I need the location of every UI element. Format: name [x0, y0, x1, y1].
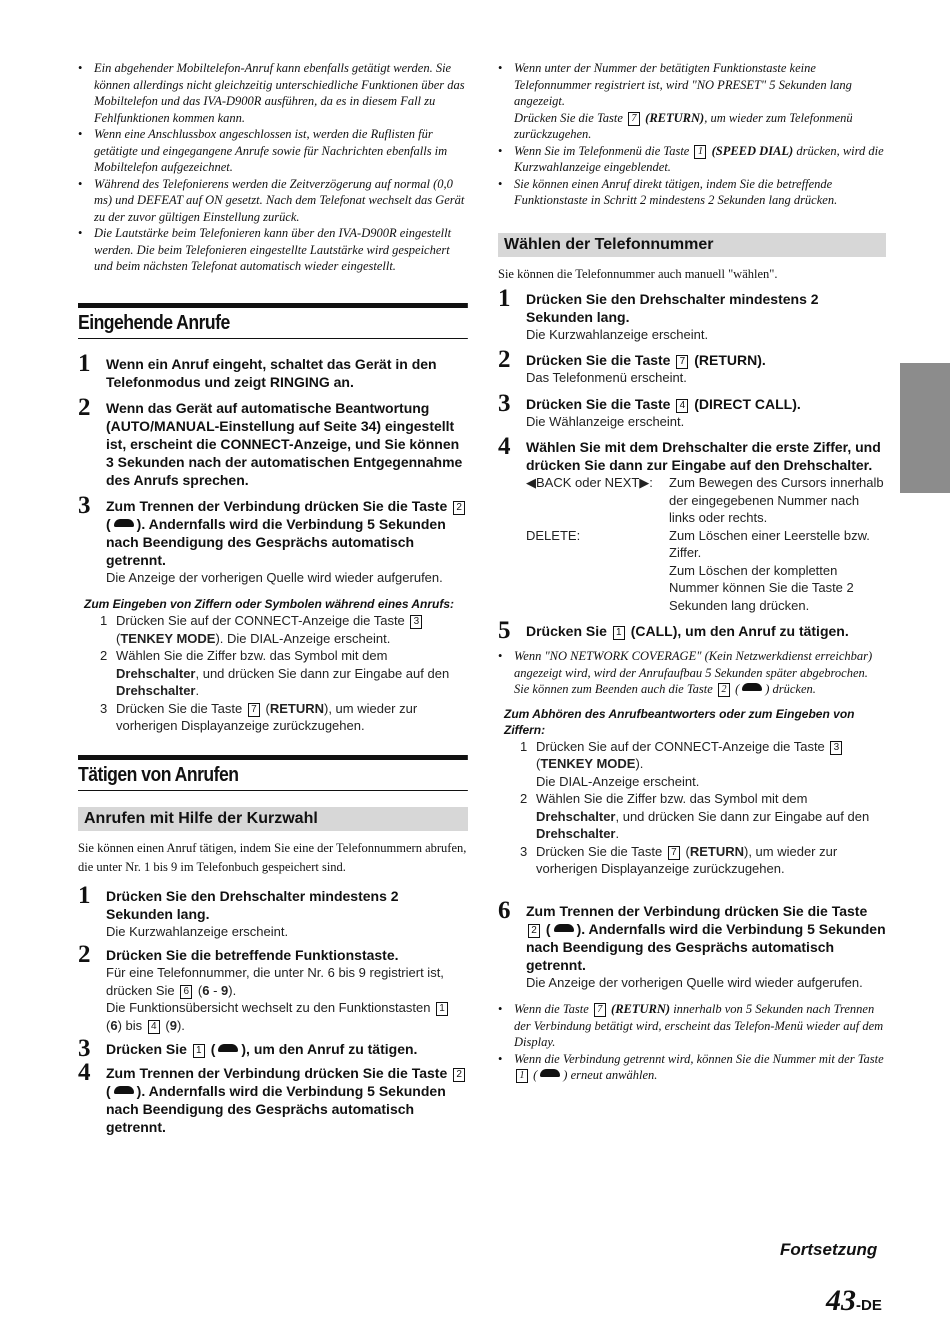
- step-description: Die Wählanzeige erscheint.: [526, 413, 685, 429]
- key-icon: 3: [830, 741, 842, 755]
- section-heading-calling: Tätigen von Anrufen: [78, 755, 468, 791]
- key-icon: 1: [613, 626, 625, 640]
- note-item-3: 3 Drücken Sie die Taste 7 (RETURN), um wieder zur vorherigen Displayanzeige zurückzugehen.: [520, 843, 838, 876]
- note-heading: Zum Eingeben von Ziffern oder Symbolen während eines Anrufs:: [84, 597, 455, 611]
- option-row: Zum Löschen der kompletten Nummer können Sie die Taste 2 Sekunden lang drücken.: [669, 562, 854, 613]
- bullet: • Wenn eine Anschlussbox angeschlossen ist, werden die Ruflisten für getätigte und eingegangene Anrufe sowie für Nachrichten ebenfalls im Mobiltelefon aufgezeichnet.: [78, 126, 468, 176]
- key-icon: 7: [676, 355, 688, 369]
- key-icon: 4: [148, 1020, 160, 1034]
- step-text: Drücken Sie 1 (CALL), um den Anruf zu tätigen.: [526, 623, 849, 639]
- step-number: 5: [498, 617, 511, 644]
- key-icon: 7: [248, 703, 260, 717]
- step-number: 1: [78, 881, 91, 909]
- bullet: • Wenn "NO NETWORK COVERAGE" (Kein Netzwerkdienst erreichbar) angezeigt wird, wird der Anrufaufbau 5 Sekunden später abgebrochen. Sie können zum Beenden auch die Taste 2 ( ) drücken.: [498, 648, 886, 698]
- step-text: Zum Trennen der Verbindung drücken Sie die Taste 2 ( ). Andernfalls wird die Verbindung 5 Sekunden nach Beendigung des Gesprächs automatisch getrennt.: [106, 497, 468, 569]
- bullet: • Wenn die Verbindung getrennt wird, können Sie die Nummer mit der Taste 1 ( ) erneut anwählen.: [498, 1051, 886, 1084]
- key-icon: 1: [516, 1069, 528, 1083]
- intro-text: Sie können einen Anruf tätigen, indem Sie eine der Telefonnummern abrufen, die unter Nr. 1 bis 9 im Telefonbuch gespeichert sind.: [78, 840, 467, 874]
- page-number: 43-DE: [826, 1284, 882, 1317]
- section-tab-marker: [900, 363, 950, 493]
- step-4: [78, 1059, 468, 1136]
- step-text: Zum Trennen der Verbindung drücken Sie die Taste 2 ( ). Andernfalls wird die Verbindung 5 Sekunden nach Beendigung des Gesprächs automatisch getrennt.: [106, 1064, 468, 1136]
- key-icon: 2: [718, 683, 730, 697]
- step-text: Drücken Sie die betreffende Funktionstaste.: [106, 947, 399, 963]
- step-text: Wenn ein Anruf eingeht, schaltet das Gerät in den Telefonmodus und zeigt RINGING an.: [106, 355, 437, 390]
- key-icon: 7: [668, 846, 680, 860]
- step-description: Das Telefonmenü erscheint.: [526, 370, 687, 385]
- step-description: Die Anzeige der vorherigen Quelle wird wieder aufgerufen.: [106, 569, 443, 585]
- bullet: • Wenn unter der Nummer der betätigten Funktionstaste keine Telefonnummer registriert ist, wird "NO PRESET" 5 Sekunden lang angezeigt. Drücken Sie die Taste 7 (RETURN), um wieder zum Telefonmenü zurückzugehen.: [498, 60, 886, 143]
- step-description: Die Anzeige der vorherigen Quelle wird wieder aufgerufen.: [526, 974, 863, 990]
- step-text: Zum Trennen der Verbindung drücken Sie die Taste 2 ( ). Andernfalls wird die Verbindung 5 Sekunden nach Beendigung des Gesprächs automatisch getrennt.: [526, 902, 886, 973]
- step-number: 3: [78, 1035, 91, 1062]
- step-text: Drücken Sie den Drehschalter mindestens 2 Sekunden lang.: [526, 290, 819, 325]
- key-icon: 1: [193, 1044, 205, 1058]
- note-item-2: 2 Wählen Sie die Ziffer bzw. das Symbol mit dem Drehschalter, und drücken Sie dann zur Eingabe auf den Drehschalter.: [520, 791, 870, 841]
- intro-text: Sie können die Telefonnummer auch manuell "wählen".: [498, 266, 778, 281]
- step-4: [498, 433, 886, 614]
- step-description: Für eine Telefonnummer, die unter Nr. 6 bis 9 registriert ist, drücken Sie 6 (6 - 9). Die Funktionsübersicht wechselt zu den Funktionstasten 1 (6) bis 4 (9).: [106, 964, 468, 1034]
- option-row: ◀BACK oder NEXT▶: Zum Bewegen des Cursors innerhalb der eingegebenen Nummer nach links oder rechts.: [526, 475, 884, 525]
- phone-hangup-icon: [114, 1086, 134, 1094]
- step-3: [498, 389, 886, 431]
- note-item-2: 2 Wählen Sie die Ziffer bzw. das Symbol mit dem Drehschalter, und drücken Sie dann zur Eingabe auf den Drehschalter.: [100, 648, 450, 698]
- key-icon: 1: [694, 145, 706, 159]
- step-description: Die Kurzwahlanzeige erscheint.: [106, 923, 289, 939]
- subheading-dial-number: Wählen der Telefonnummer: [498, 233, 886, 257]
- step-5: [498, 617, 886, 644]
- bullet: • Während des Telefonierens werden die Zeitverzögerung auf normal (0,0 ms) und DEFEAT auf ON gesetzt. Nach dem Telefonat wechselt das Gerät zu der zuvor gültigen Einstellung zurück.: [78, 176, 468, 226]
- step-3: [78, 491, 468, 587]
- step-number: 4: [78, 1059, 91, 1086]
- subheading-speed-dial: Anrufen mit Hilfe der Kurzwahl: [78, 807, 468, 831]
- step-description: Die Kurzwahlanzeige erscheint.: [526, 326, 709, 342]
- key-icon: 2: [453, 1068, 465, 1082]
- step-number: 2: [78, 393, 91, 421]
- phone-hangup-icon: [742, 683, 762, 691]
- step-text: Drücken Sie 1 ( ), um den Anruf zu tätigen.: [106, 1041, 418, 1057]
- step-text: Drücken Sie den Drehschalter mindestens 2 Sekunden lang.: [106, 887, 399, 922]
- option-row: DELETE: Zum Löschen einer Leerstelle bzw. Ziffer.: [526, 527, 870, 560]
- bullet: • Die Lautstärke beim Telefonieren kann über den IVA-D900R eingestellt werden. Die beim Telefonieren eingestellte Lautstärke wird gespeichert und beim nächsten Telefonat automatisch wieder eingestellt.: [78, 225, 468, 275]
- step-3: [78, 1035, 468, 1062]
- step-number: 3: [498, 389, 511, 417]
- phone-call-icon: [540, 1069, 560, 1077]
- step-number: 2: [78, 941, 91, 968]
- step-1: [78, 881, 468, 941]
- step-text: Drücken Sie die Taste 4 (DIRECT CALL).: [526, 395, 801, 412]
- bullet: • Ein abgehender Mobiltelefon-Anruf kann ebenfalls getätigt werden. Sie können allerdings nicht gleichzeitig unterschiedliche Funktionen über das Mobiltelefon und das IVA-D900R ausführen, da es in diesem Fall zu Fehlfunktionen kommen kann.: [78, 60, 468, 126]
- step-text: Wenn das Gerät auf automatische Beantwortung (AUTO/MANUAL-Einstellung auf Seite 34) eingestellt ist, erscheint die CONNECT-Anzeige, und Sie können 3 Sekunden nach der automatischen Entgegennahme des Anrufs sprechen.: [106, 399, 463, 488]
- step-number: 2: [498, 346, 511, 373]
- bullet: • Wenn Sie im Telefonmenü die Taste 1 (SPEED DIAL) drücken, wird die Kurzwahlanzeige eingeblendet.: [498, 143, 886, 176]
- left-column: [78, 60, 468, 1136]
- step-text: Drücken Sie die Taste 7 (RETURN).: [526, 352, 766, 368]
- step-number: 4: [498, 433, 511, 460]
- key-icon: 3: [410, 615, 422, 629]
- step-2: [498, 346, 886, 387]
- note-item-3: 3 Drücken Sie die Taste 7 (RETURN), um wieder zur vorherigen Displayanzeige zurückzugehen.: [100, 700, 418, 733]
- key-icon: 4: [676, 399, 688, 413]
- note-item-1: 1 Drücken Sie auf der CONNECT-Anzeige die Taste 3 (TENKEY MODE). Die DIAL-Anzeige erscheint.: [78, 612, 468, 647]
- step-6: [498, 896, 886, 992]
- key-icon: 7: [628, 112, 640, 126]
- key-icon: 6: [180, 985, 192, 999]
- step-number: 1: [498, 284, 511, 312]
- step-2: [78, 393, 468, 489]
- step-number: 1: [78, 349, 91, 377]
- step-2: [78, 941, 468, 1034]
- phone-call-icon: [218, 1044, 238, 1052]
- step-text: Wählen Sie mit dem Drehschalter die erste Ziffer, und drücken Sie dann zur Eingabe auf den Drehschalter.: [526, 439, 881, 473]
- key-icon: 7: [594, 1003, 606, 1017]
- key-icon: 2: [453, 501, 465, 515]
- section-heading-incoming: Eingehende Anrufe: [78, 303, 468, 339]
- step-number: 3: [78, 491, 91, 519]
- bullet: • Sie können einen Anruf direkt tätigen, indem Sie die betreffende Funktionstaste in Schritt 2 mindestens 2 Sekunden lang drücken.: [498, 176, 886, 209]
- step-1: [78, 349, 468, 391]
- key-icon: 2: [528, 924, 540, 938]
- phone-hangup-icon: [114, 519, 134, 527]
- key-icon: 1: [436, 1002, 448, 1016]
- step-1: [498, 284, 886, 344]
- phone-hangup-icon: [554, 924, 574, 932]
- right-column: [498, 60, 886, 1084]
- bullet: • Wenn die Taste 7 (RETURN) innerhalb von 5 Sekunden nach Trennen der Verbindung betätigt wird, erscheint das Telefon-Menü wieder auf dem Display.: [498, 1001, 886, 1051]
- continued-label: Fortsetzung: [780, 1240, 878, 1259]
- note-item-1: 1 Drücken Sie auf der CONNECT-Anzeige die Taste 3 (TENKEY MODE). Die DIAL-Anzeige erscheint.: [498, 738, 886, 791]
- note-heading: Zum Abhören des Anrufbeantworters oder zum Eingeben von Ziffern:: [504, 706, 855, 737]
- intro-bullets: [78, 60, 468, 275]
- step-number: 6: [498, 896, 511, 924]
